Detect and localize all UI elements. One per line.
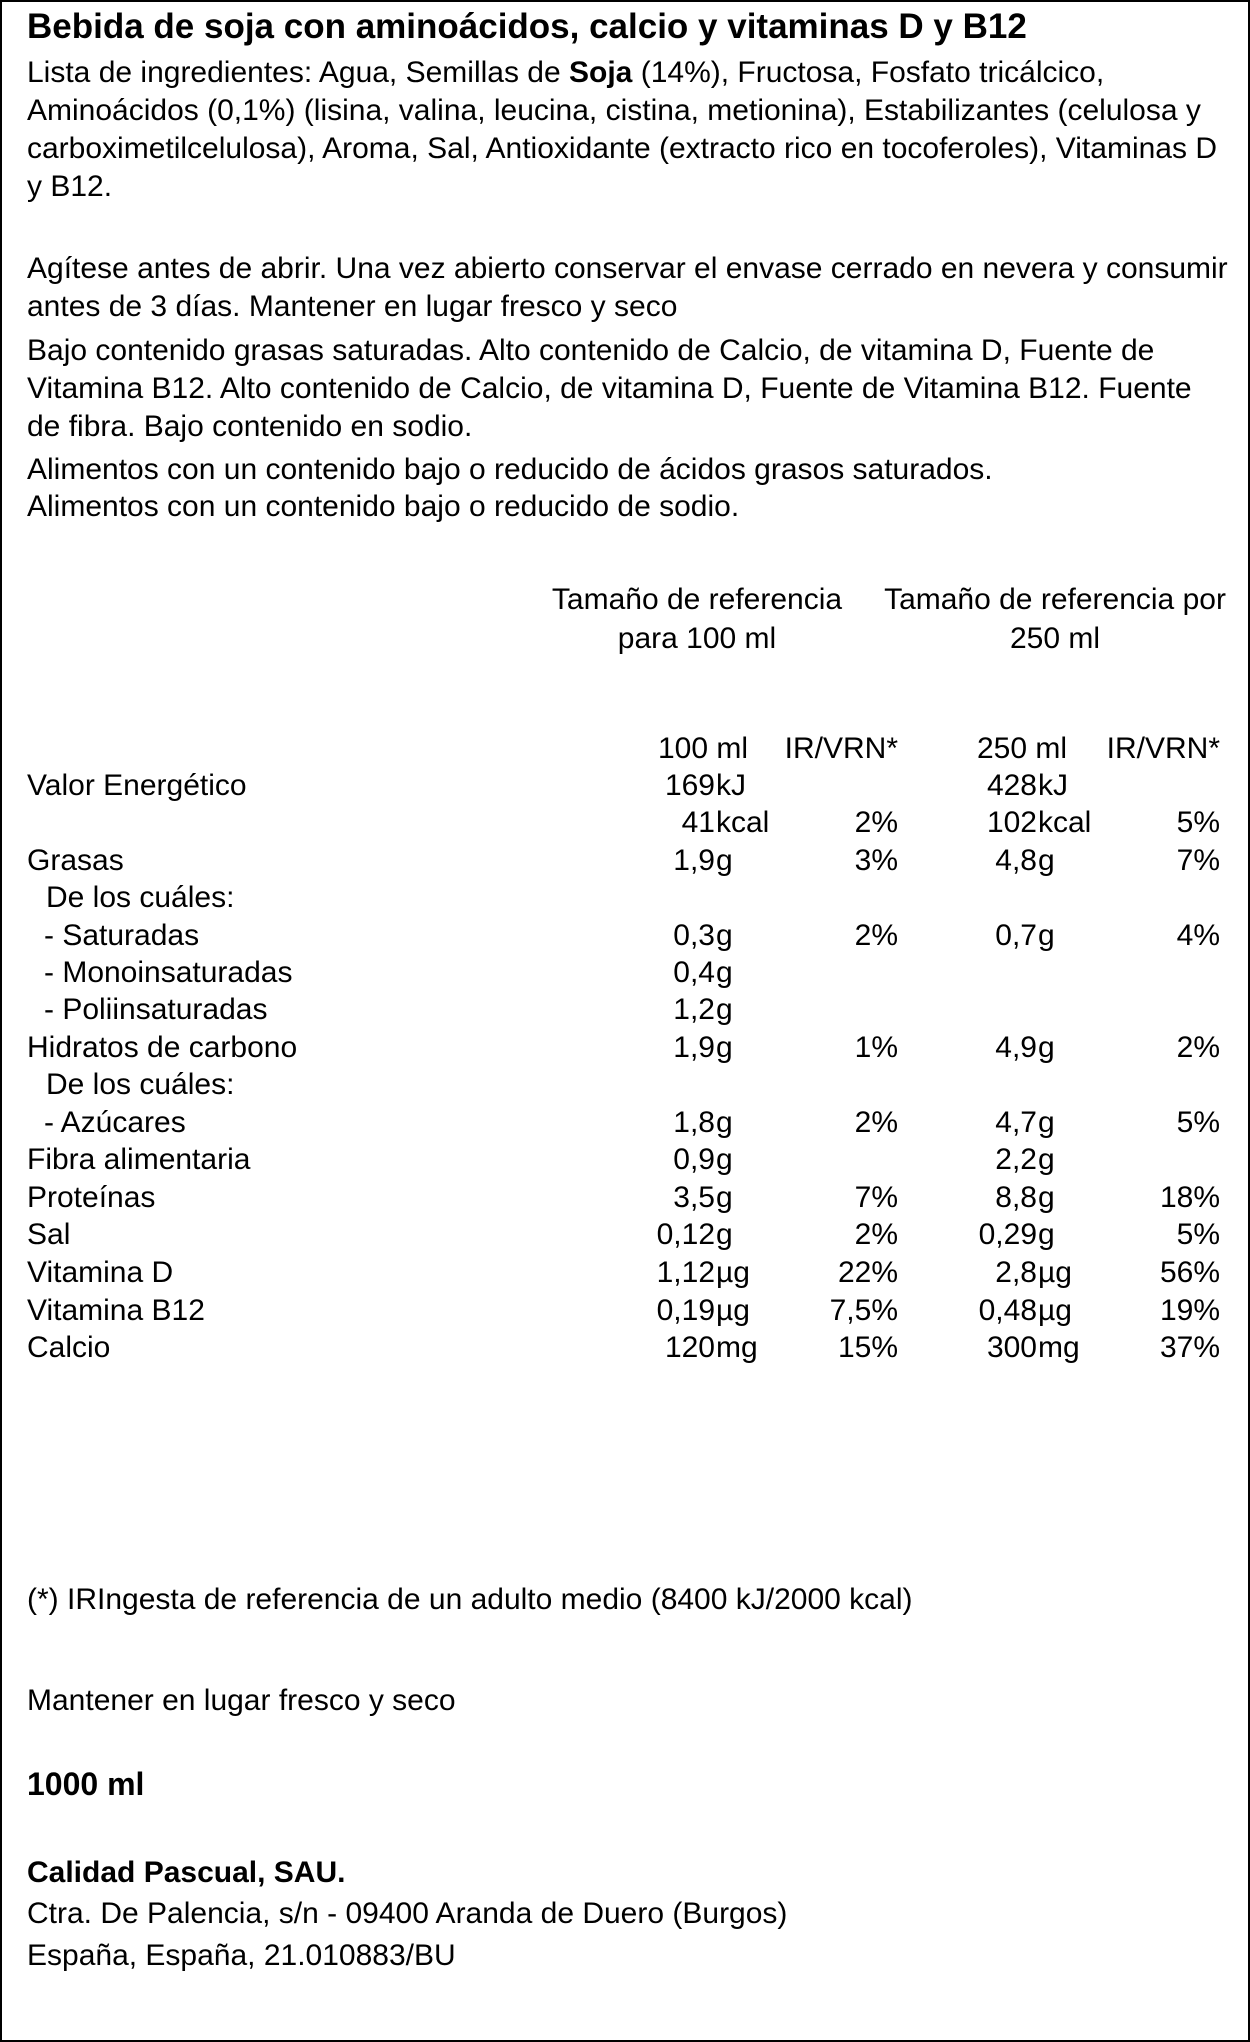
sugars-unit-100: g [716,1106,733,1139]
ingredients-suffix: (14%), Fructosa, Fosfato tricálcico, Aminoácidos (0,1%) (lisina, valina, leucina, cistina, metionina), Estabilizantes (celulosa y carboximetilcelulosa), Aroma, Sal, Antioxidante (extracto rico en tocoferoles), Vitaminas D y B12. [27,56,1217,203]
saturated-unit-100: g [716,919,733,952]
carbohydrates-unit-100: g [716,1031,733,1064]
energy-kcal-value-100: 41 [681,806,715,839]
salt-unit-100: g [716,1218,733,1251]
ref-header-250-line2: 250 ml [1009,622,1101,655]
vitamin-b12-ir-100: 7,5% [829,1294,898,1327]
col-header-250ml: 250 ml [976,732,1067,765]
energy-kj-unit-100: kJ [716,769,746,802]
energy-kj-unit-250: kJ [1038,769,1068,802]
monounsaturated-label: - Monoinsaturadas [44,956,293,989]
vitamin-b12-value-250: 0,48 [978,1294,1037,1327]
country-registration: España, España, 21.010883/BU [27,1939,456,1972]
col-header-ir-250: IR/VRN* [1106,732,1220,765]
energy-kcal-ir-250: 5% [1176,806,1220,839]
carbohydrates-value-250: 4,9 [995,1031,1037,1064]
protein-label: Proteínas [27,1181,156,1214]
calcium-label: Calcio [27,1331,111,1364]
storage-instructions: Agítese antes de abrir. Una vez abierto conservar el envase cerrado en nevera y consumir antes de 3 días. Mantener en lugar fresco y seco [27,252,1228,323]
col-header-100ml: 100 ml [657,732,748,765]
fibre-value-250: 2,2 [995,1143,1037,1176]
vitamin-b12-unit-250: µg [1038,1294,1072,1327]
carbohydrates-ir-100: 1% [854,1031,898,1064]
fat-value-250: 4,8 [995,844,1037,877]
sugars-ir-100: 2% [854,1106,898,1139]
net-quantity: 1000 ml [27,1766,145,1802]
carbohydrates-unit-250: g [1038,1031,1055,1064]
statement-sodium: Alimentos con un contenido bajo o reducido de sodio. [27,490,740,523]
energy-kcal-unit-250: kcal [1038,806,1092,839]
vitamin-d-unit-100: µg [716,1256,750,1289]
fat-ir-100: 3% [854,844,898,877]
protein-value-250: 8,8 [995,1181,1037,1214]
salt-value-250: 0,29 [978,1218,1037,1251]
fat-label: Grasas [27,844,124,877]
salt-value-100: 0,12 [656,1218,715,1251]
salt-unit-250: g [1038,1218,1055,1251]
fibre-value-100: 0,9 [673,1143,715,1176]
protein-value-100: 3,5 [673,1181,715,1214]
vitamin-d-unit-250: µg [1038,1256,1072,1289]
monounsaturated-value-100: 0,4 [673,956,715,989]
energy-kcal-value-250: 102 [986,806,1037,839]
calcium-ir-250: 37% [1159,1331,1220,1364]
vitamin-b12-ir-250: 19% [1159,1294,1220,1327]
statement-saturated-fat: Alimentos con un contenido bajo o reducido de ácidos grasos saturados. [27,453,993,486]
energy-kj-value-250: 428 [986,769,1037,802]
saturated-ir-250: 4% [1176,919,1220,952]
fat-ir-250: 7% [1176,844,1220,877]
saturated-ir-100: 2% [854,919,898,952]
ingredients-list [27,54,1232,206]
ref-header-100-line1: Tamaño de referencia [551,583,843,616]
protein-ir-100: 7% [854,1181,898,1214]
fibre-label: Fibra alimentaria [27,1143,251,1176]
carbohydrates-value-100: 1,9 [673,1031,715,1064]
vitamin-d-ir-250: 56% [1159,1256,1220,1289]
fat-unit-100: g [716,844,733,877]
energy-kj-label: Valor Energético [27,769,247,802]
vitamin-b12-label: Vitamina B12 [27,1294,205,1327]
monounsaturated-unit-100: g [716,956,733,989]
fibre-unit-100: g [716,1143,733,1176]
col-header-ir-100: IR/VRN* [784,732,898,765]
vitamin-d-value-250: 2,8 [995,1256,1037,1289]
storage-short: Mantener en lugar fresco y seco [27,1684,456,1717]
vitamin-b12-value-100: 0,19 [656,1294,715,1327]
protein-unit-100: g [716,1181,733,1214]
nutrition-claims: Bajo contenido grasas saturadas. Alto contenido de Calcio, de vitamina D, Fuente de Vitamina B12. Alto contenido de Calcio, de vitamina D, Fuente de Vitamina B12. Fuente de fibra. Bajo contenido en sodio. [27,334,1192,443]
fat-unit-250: g [1038,844,1055,877]
ingredients-allergen: Soja [569,56,633,89]
calcium-unit-100: mg [716,1331,758,1364]
footnote: (*) IRIngesta de referencia de un adulto medio (8400 kJ/2000 kcal) [27,1583,913,1616]
salt-ir-100: 2% [854,1218,898,1251]
calcium-ir-100: 15% [837,1331,898,1364]
vitamin-d-ir-100: 22% [837,1256,898,1289]
polyunsaturated-label: - Poliinsaturadas [44,993,268,1026]
saturated-unit-250: g [1038,919,1055,952]
company-address: Ctra. De Palencia, s/n - 09400 Aranda de Duero (Burgos) [27,1897,788,1930]
energy-kj-value-100: 169 [664,769,715,802]
carbohydrates-ir-250: 2% [1176,1031,1220,1064]
protein-unit-250: g [1038,1181,1055,1214]
sugars-value-100: 1,8 [673,1106,715,1139]
carbs-of-which-label: De los cuáles: [46,1068,235,1101]
sugars-value-250: 4,7 [995,1106,1037,1139]
carbohydrates-label: Hidratos de carbono [27,1031,298,1064]
ref-header-250-line1: Tamaño de referencia por [884,583,1226,616]
fat-of-which-label: De los cuáles: [46,881,235,914]
vitamin-d-label: Vitamina D [27,1256,174,1289]
ref-header-100-line2: para 100 ml [617,622,777,655]
salt-ir-250: 5% [1176,1218,1220,1251]
vitamin-b12-unit-100: µg [716,1294,750,1327]
ingredients-prefix: Lista de ingredientes: Agua, Semillas de [27,56,570,89]
fibre-unit-250: g [1038,1143,1055,1176]
company-name: Calidad Pascual, SAU. [27,1856,346,1889]
vitamin-d-value-100: 1,12 [656,1256,715,1289]
salt-label: Sal [27,1218,71,1251]
energy-kcal-unit-100: kcal [716,806,770,839]
sugars-unit-250: g [1038,1106,1055,1139]
energy-kcal-ir-100: 2% [854,806,898,839]
fat-value-100: 1,9 [673,844,715,877]
saturated-value-250: 0,7 [995,919,1037,952]
polyunsaturated-value-100: 1,2 [673,993,715,1026]
calcium-unit-250: mg [1038,1331,1080,1364]
product-title: Bebida de soja con aminoácidos, calcio y vitaminas D y B12 [27,7,1027,46]
protein-ir-250: 18% [1159,1181,1220,1214]
sugars-label: - Azúcares [44,1106,186,1139]
saturated-value-100: 0,3 [673,919,715,952]
sugars-ir-250: 5% [1176,1106,1220,1139]
saturated-label: - Saturadas [44,919,200,952]
calcium-value-250: 300 [986,1331,1037,1364]
polyunsaturated-unit-100: g [716,993,733,1026]
calcium-value-100: 120 [664,1331,715,1364]
